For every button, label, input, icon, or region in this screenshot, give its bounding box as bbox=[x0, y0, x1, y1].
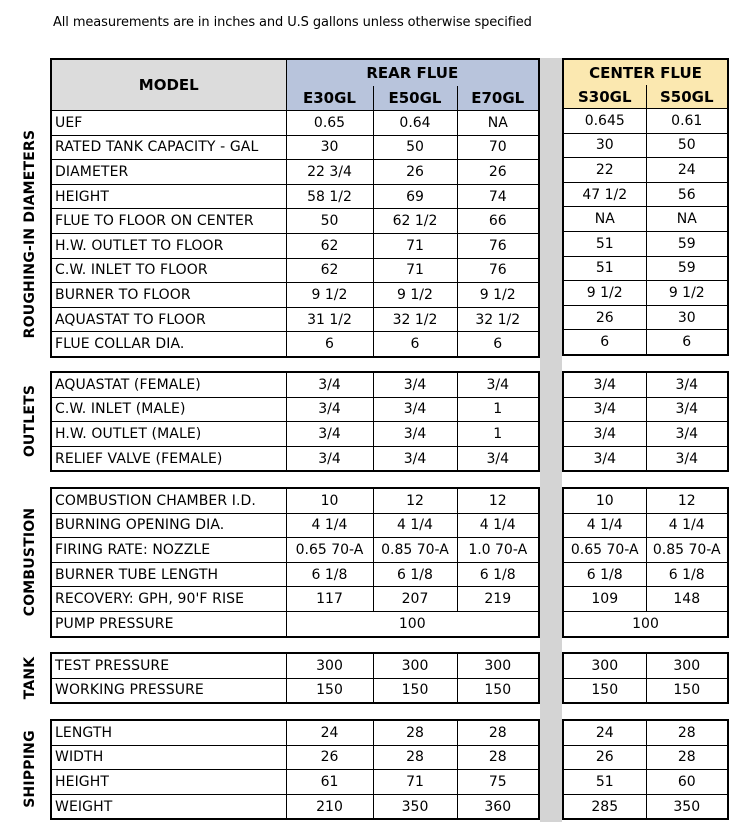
value-cell: 47 1/2 bbox=[563, 182, 646, 207]
row-label: UEF bbox=[51, 111, 286, 136]
value-cell: 24 bbox=[646, 158, 728, 183]
value-cell: 51 bbox=[563, 231, 646, 256]
table-row bbox=[563, 330, 728, 355]
row-label: DIAMETER bbox=[51, 160, 286, 185]
value-cell: 3/4 bbox=[457, 372, 539, 397]
model-col-header: S30GL bbox=[563, 85, 646, 109]
row-label: FLUE TO FLOOR ON CENTER bbox=[51, 209, 286, 234]
table-row bbox=[563, 538, 728, 563]
spec-block-center bbox=[562, 58, 729, 356]
table-row bbox=[563, 397, 728, 422]
spec-block-center bbox=[562, 487, 729, 638]
value-cell: 4 1/4 bbox=[373, 513, 457, 538]
value-cell: 4 1/4 bbox=[286, 513, 373, 538]
value-cell: 62 1/2 bbox=[373, 209, 457, 234]
value-cell: 350 bbox=[646, 794, 728, 819]
value-cell: 100 bbox=[286, 611, 539, 636]
value-cell: 3/4 bbox=[286, 372, 373, 397]
model-col-header: E50GL bbox=[373, 86, 457, 110]
table-row bbox=[51, 135, 539, 160]
value-cell: 9 1/2 bbox=[563, 281, 646, 306]
table-row bbox=[563, 281, 728, 306]
row-label: BURNER TO FLOOR bbox=[51, 283, 286, 308]
value-cell: 4 1/4 bbox=[563, 513, 646, 538]
value-cell: 51 bbox=[563, 256, 646, 281]
table-row bbox=[563, 256, 728, 281]
table-row bbox=[51, 488, 539, 513]
value-cell: 6 bbox=[373, 332, 457, 357]
value-cell: 76 bbox=[457, 258, 539, 283]
row-label: C.W. INLET TO FLOOR bbox=[51, 258, 286, 283]
table-row bbox=[51, 111, 539, 136]
table-row bbox=[51, 653, 539, 678]
table-row bbox=[563, 678, 728, 703]
value-cell: 3/4 bbox=[286, 397, 373, 422]
value-cell: 3/4 bbox=[373, 372, 457, 397]
value-cell: 6 1/8 bbox=[457, 562, 539, 587]
row-label: H.W. OUTLET TO FLOOR bbox=[51, 233, 286, 258]
value-cell: 0.64 bbox=[373, 111, 457, 136]
value-cell: 285 bbox=[563, 794, 646, 819]
value-cell: 30 bbox=[286, 135, 373, 160]
model-header: MODEL bbox=[51, 59, 286, 111]
row-label: COMBUSTION CHAMBER I.D. bbox=[51, 488, 286, 513]
spec-block-rear bbox=[50, 487, 540, 638]
value-cell: 71 bbox=[373, 258, 457, 283]
value-cell: 0.85 70-A bbox=[646, 538, 728, 563]
value-cell: 31 1/2 bbox=[286, 307, 373, 332]
table-row bbox=[51, 332, 539, 357]
value-cell: 56 bbox=[646, 182, 728, 207]
table-row bbox=[563, 207, 728, 232]
value-cell: 12 bbox=[646, 488, 728, 513]
value-cell: 6 bbox=[286, 332, 373, 357]
value-cell: 300 bbox=[563, 653, 646, 678]
row-label: HEIGHT bbox=[51, 770, 286, 795]
spec-block-rear bbox=[50, 58, 540, 358]
table-row bbox=[563, 745, 728, 770]
value-cell: 75 bbox=[457, 770, 539, 795]
section-title: COMBUSTION bbox=[22, 507, 38, 617]
table-row bbox=[51, 397, 539, 422]
value-cell: 10 bbox=[286, 488, 373, 513]
table-row bbox=[563, 158, 728, 183]
row-label: LENGTH bbox=[51, 720, 286, 745]
section-title: TANK bbox=[22, 656, 38, 699]
value-cell: 28 bbox=[373, 720, 457, 745]
table-row bbox=[563, 422, 728, 447]
section-title: OUTLETS bbox=[22, 385, 38, 458]
value-cell: 32 1/2 bbox=[457, 307, 539, 332]
table-row bbox=[51, 745, 539, 770]
section-title: SHIPPING bbox=[22, 730, 38, 808]
value-cell: 3/4 bbox=[373, 397, 457, 422]
value-cell: 32 1/2 bbox=[373, 307, 457, 332]
value-cell: 22 bbox=[563, 158, 646, 183]
column-divider bbox=[540, 58, 562, 822]
value-cell: 28 bbox=[457, 720, 539, 745]
row-label: WIDTH bbox=[51, 745, 286, 770]
value-cell: 210 bbox=[286, 794, 373, 819]
value-cell: 3/4 bbox=[563, 397, 646, 422]
table-row bbox=[51, 184, 539, 209]
value-cell: 3/4 bbox=[286, 446, 373, 471]
table-row bbox=[51, 209, 539, 234]
value-cell: 6 1/8 bbox=[373, 562, 457, 587]
value-cell: 12 bbox=[373, 488, 457, 513]
model-col-header: S50GL bbox=[646, 85, 728, 109]
table-row bbox=[51, 372, 539, 397]
spec-block-rear bbox=[50, 719, 540, 820]
table-row bbox=[51, 770, 539, 795]
value-cell: 30 bbox=[563, 133, 646, 158]
center-flue-header: CENTER FLUE bbox=[563, 59, 728, 85]
row-label: TEST PRESSURE bbox=[51, 653, 286, 678]
value-cell: 28 bbox=[373, 745, 457, 770]
value-cell: 28 bbox=[646, 720, 728, 745]
value-cell: 50 bbox=[286, 209, 373, 234]
value-cell: 0.85 70-A bbox=[373, 538, 457, 563]
value-cell: 300 bbox=[646, 653, 728, 678]
model-col-header: E30GL bbox=[286, 86, 373, 110]
value-cell: 150 bbox=[286, 678, 373, 703]
row-label: FLUE COLLAR DIA. bbox=[51, 332, 286, 357]
rear-flue-header: REAR FLUE bbox=[286, 59, 539, 86]
value-cell: 150 bbox=[457, 678, 539, 703]
value-cell: 1.0 70-A bbox=[457, 538, 539, 563]
value-cell: 150 bbox=[563, 678, 646, 703]
table-row bbox=[51, 258, 539, 283]
value-cell: 6 1/8 bbox=[563, 562, 646, 587]
value-cell: 6 1/8 bbox=[646, 562, 728, 587]
value-cell: 30 bbox=[646, 305, 728, 330]
value-cell: 0.65 bbox=[286, 111, 373, 136]
value-cell: 74 bbox=[457, 184, 539, 209]
row-label: RATED TANK CAPACITY - GAL bbox=[51, 135, 286, 160]
value-cell: 24 bbox=[563, 720, 646, 745]
value-cell: 71 bbox=[373, 770, 457, 795]
value-cell: 3/4 bbox=[646, 422, 728, 447]
value-cell: 360 bbox=[457, 794, 539, 819]
value-cell: 0.65 70-A bbox=[286, 538, 373, 563]
value-cell: 100 bbox=[563, 611, 728, 636]
table-row bbox=[51, 422, 539, 447]
value-cell: 109 bbox=[563, 587, 646, 612]
value-cell: 350 bbox=[373, 794, 457, 819]
table-row bbox=[563, 653, 728, 678]
value-cell: 3/4 bbox=[286, 422, 373, 447]
value-cell: 59 bbox=[646, 256, 728, 281]
table-row bbox=[563, 587, 728, 612]
units-note: All measurements are in inches and U.S gallons unless otherwise specified bbox=[53, 15, 532, 30]
spec-block-rear bbox=[50, 371, 540, 472]
spec-block-rear bbox=[50, 652, 540, 704]
row-label: HEIGHT bbox=[51, 184, 286, 209]
row-label: C.W. INLET (MALE) bbox=[51, 397, 286, 422]
value-cell: 6 bbox=[563, 330, 646, 355]
table-row bbox=[51, 446, 539, 471]
value-cell: 26 bbox=[563, 745, 646, 770]
table-row bbox=[563, 182, 728, 207]
table-row bbox=[51, 283, 539, 308]
value-cell: 3/4 bbox=[457, 446, 539, 471]
row-label: PUMP PRESSURE bbox=[51, 611, 286, 636]
value-cell: 300 bbox=[457, 653, 539, 678]
table-row bbox=[563, 562, 728, 587]
table-row bbox=[51, 562, 539, 587]
table-row bbox=[563, 231, 728, 256]
table-row bbox=[563, 770, 728, 795]
value-cell: 9 1/2 bbox=[286, 283, 373, 308]
row-label: RECOVERY: GPH, 90'F RISE bbox=[51, 587, 286, 612]
value-cell: 3/4 bbox=[373, 422, 457, 447]
value-cell: NA bbox=[563, 207, 646, 232]
row-label: FIRING RATE: NOZZLE bbox=[51, 538, 286, 563]
value-cell: 6 bbox=[457, 332, 539, 357]
value-cell: 26 bbox=[373, 160, 457, 185]
value-cell: 66 bbox=[457, 209, 539, 234]
table-row bbox=[51, 307, 539, 332]
table-row bbox=[563, 488, 728, 513]
table-row bbox=[563, 720, 728, 745]
value-cell: 6 bbox=[646, 330, 728, 355]
row-label: BURNER TUBE LENGTH bbox=[51, 562, 286, 587]
table-row bbox=[563, 794, 728, 819]
value-cell: 300 bbox=[373, 653, 457, 678]
table-row bbox=[51, 538, 539, 563]
row-label: WORKING PRESSURE bbox=[51, 678, 286, 703]
value-cell: 60 bbox=[646, 770, 728, 795]
row-label: WEIGHT bbox=[51, 794, 286, 819]
value-cell: 62 bbox=[286, 258, 373, 283]
row-label: BURNING OPENING DIA. bbox=[51, 513, 286, 538]
table-row bbox=[51, 233, 539, 258]
table-row bbox=[51, 160, 539, 185]
value-cell: 70 bbox=[457, 135, 539, 160]
value-cell: 3/4 bbox=[373, 446, 457, 471]
row-label: H.W. OUTLET (MALE) bbox=[51, 422, 286, 447]
model-col-header: E70GL bbox=[457, 86, 539, 110]
value-cell: 3/4 bbox=[646, 446, 728, 471]
value-cell: 50 bbox=[646, 133, 728, 158]
value-cell: 26 bbox=[563, 305, 646, 330]
value-cell: 22 3/4 bbox=[286, 160, 373, 185]
value-cell: 207 bbox=[373, 587, 457, 612]
value-cell: 58 1/2 bbox=[286, 184, 373, 209]
value-cell: 3/4 bbox=[646, 397, 728, 422]
value-cell: 28 bbox=[646, 745, 728, 770]
value-cell: 9 1/2 bbox=[457, 283, 539, 308]
table-row bbox=[563, 109, 728, 134]
value-cell: 0.645 bbox=[563, 109, 646, 134]
value-cell: 148 bbox=[646, 587, 728, 612]
table-row bbox=[563, 611, 728, 636]
value-cell: 1 bbox=[457, 422, 539, 447]
value-cell: 26 bbox=[286, 745, 373, 770]
row-label: RELIEF VALVE (FEMALE) bbox=[51, 446, 286, 471]
value-cell: 300 bbox=[286, 653, 373, 678]
value-cell: 0.65 70-A bbox=[563, 538, 646, 563]
spec-block-center bbox=[562, 371, 729, 472]
spec-block-center bbox=[562, 719, 729, 820]
table-row bbox=[563, 513, 728, 538]
value-cell: 76 bbox=[457, 233, 539, 258]
value-cell: 219 bbox=[457, 587, 539, 612]
table-row bbox=[51, 720, 539, 745]
value-cell: 3/4 bbox=[646, 372, 728, 397]
table-row bbox=[51, 678, 539, 703]
value-cell: 4 1/4 bbox=[646, 513, 728, 538]
table-row bbox=[51, 587, 539, 612]
value-cell: 1 bbox=[457, 397, 539, 422]
value-cell: 69 bbox=[373, 184, 457, 209]
table-row bbox=[51, 611, 539, 636]
table-row bbox=[51, 513, 539, 538]
value-cell: 71 bbox=[373, 233, 457, 258]
table-row bbox=[563, 446, 728, 471]
value-cell: 12 bbox=[457, 488, 539, 513]
table-row bbox=[563, 305, 728, 330]
value-cell: 28 bbox=[457, 745, 539, 770]
row-label: AQUASTAT TO FLOOR bbox=[51, 307, 286, 332]
value-cell: 59 bbox=[646, 231, 728, 256]
value-cell: 9 1/2 bbox=[373, 283, 457, 308]
value-cell: 24 bbox=[286, 720, 373, 745]
row-label: AQUASTAT (FEMALE) bbox=[51, 372, 286, 397]
section-title: ROUGHING-IN DIAMETERS bbox=[22, 129, 38, 339]
value-cell: NA bbox=[646, 207, 728, 232]
spec-block-center bbox=[562, 652, 729, 704]
value-cell: 51 bbox=[563, 770, 646, 795]
value-cell: 61 bbox=[286, 770, 373, 795]
value-cell: 62 bbox=[286, 233, 373, 258]
value-cell: 3/4 bbox=[563, 446, 646, 471]
table-row bbox=[563, 372, 728, 397]
value-cell: 3/4 bbox=[563, 422, 646, 447]
value-cell: 10 bbox=[563, 488, 646, 513]
value-cell: 150 bbox=[646, 678, 728, 703]
value-cell: 117 bbox=[286, 587, 373, 612]
value-cell: 9 1/2 bbox=[646, 281, 728, 306]
value-cell: NA bbox=[457, 111, 539, 136]
value-cell: 50 bbox=[373, 135, 457, 160]
table-row bbox=[563, 133, 728, 158]
value-cell: 6 1/8 bbox=[286, 562, 373, 587]
value-cell: 26 bbox=[457, 160, 539, 185]
value-cell: 150 bbox=[373, 678, 457, 703]
table-row bbox=[51, 794, 539, 819]
value-cell: 3/4 bbox=[563, 372, 646, 397]
value-cell: 0.61 bbox=[646, 109, 728, 134]
value-cell: 4 1/4 bbox=[457, 513, 539, 538]
